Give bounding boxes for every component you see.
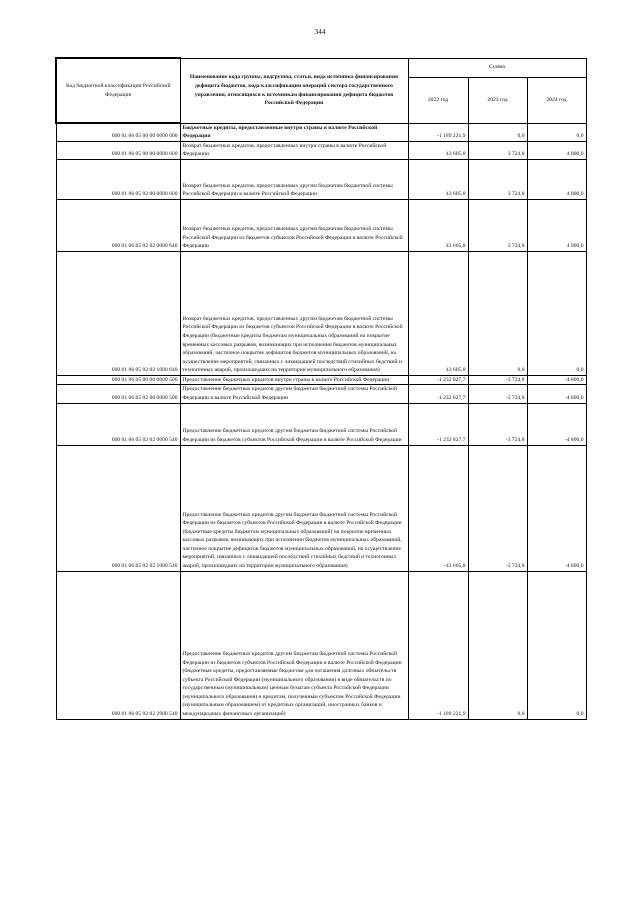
row-value-2022: 43 605,8 <box>408 199 468 251</box>
row-value-2024: 4 800,0 <box>527 141 586 159</box>
row-name: Предоставление бюджетных кредитов внутри страны в валюте Российской Федерации <box>180 375 408 385</box>
row-value-2023: -3 724,8 <box>468 375 527 385</box>
header-sum-column: Сумма <box>408 58 586 77</box>
row-value-2024: 0,0 <box>527 251 586 375</box>
row-value-2022: -1 189 221,9 <box>408 571 468 719</box>
table-row <box>56 159 586 199</box>
row-code: 000 01 06 05 02 02 0000 640 <box>56 199 180 251</box>
row-name: Возврат бюджетных кредитов, предоставленных внутри страны в валюте Российской Федерации <box>180 141 408 159</box>
table-row <box>56 251 586 375</box>
row-name: Предоставление бюджетных кредитов другим бюджетам бюджетной системы Российской Федерации в валюте Российской Федерации <box>180 385 408 403</box>
row-value-2022: -1 232 827,7 <box>408 385 468 403</box>
row-value-2022: -43 605,8 <box>408 445 468 571</box>
table-row <box>56 199 586 251</box>
table-row <box>56 385 586 403</box>
row-value-2023: 0,0 <box>468 571 527 719</box>
row-value-2024: -4 800,0 <box>527 403 586 445</box>
row-code: 000 01 06 05 00 00 0000 000 <box>56 123 180 141</box>
header-code-column: Код бюджетной классификации Российской Федерации <box>56 58 180 123</box>
row-value-2022: -1 232 827,7 <box>408 375 468 385</box>
table-row <box>56 123 586 141</box>
row-value-2023: -3 724,8 <box>468 385 527 403</box>
row-code: 000 01 06 05 00 00 0000 600 <box>56 141 180 159</box>
row-code: 000 01 06 05 00 00 0000 500 <box>56 375 180 385</box>
row-value-2023: 0,0 <box>468 123 527 141</box>
header-year-2023: 2023 год <box>468 77 527 123</box>
header-name-column: Наименование кода группы, подгруппы, статьи, вида источника финансирования дефицита бюджетов, кода классификации операций сектора государственного управления, относящихся к источникам финансирования дефицита бюджетов Российской Федерации <box>180 58 408 123</box>
row-value-2022: -1 189 221,9 <box>408 123 468 141</box>
row-name: Возврат бюджетных кредитов, предоставленных другим бюджетам бюджетной системы Российской Федерации из бюджетов субъектов Российской Федерации в валюте Российской Федерации (бюджетные кредиты бюджетам муниципальных образований на покрытие временных кассовых разрывов, возникающих при исполнении бюджетов муниципальных образований, частичное покрытие дефицитов бюджетов муниципальных образований, на осуществление мероприятий, связанных с ликвидацией последствий стихийных бедствий и техногенных аварий, произошедших на территории муниципального образования) <box>180 251 408 375</box>
row-value-2022: 43 605,8 <box>408 159 468 199</box>
row-value-2024: -4 800,0 <box>527 445 586 571</box>
table-row <box>56 141 586 159</box>
row-name: Возврат бюджетных кредитов, предоставленных другим бюджетам бюджетной системы Российской Федерации в валюте Российской Федерации <box>180 159 408 199</box>
table-row <box>56 445 586 571</box>
row-value-2023: 0,0 <box>468 251 527 375</box>
row-value-2023: 3 724,8 <box>468 141 527 159</box>
budget-sources-table <box>55 57 587 720</box>
row-name: Предоставление бюджетных кредитов другим бюджетам бюджетной системы Российской Федерации из бюджетов субъектов Российской Федерации в валюте Российской Федерации (бюджетные кредиты, предоставляемые бюджетам для погашения долговых обязательств субъекта Российской Федерации (муниципального образования) в виде обязательств по государственным (муниципальным) ценным бумагам субъекта Российской Федерации (муниципального образования) и кредитам, полученным субъектом Российской Федерации (муниципальным образованием) от кредитных организаций, иностранных банков и международных финансовых организаций) <box>180 571 408 719</box>
row-value-2022: 43 605,8 <box>408 251 468 375</box>
row-value-2024: 0,0 <box>527 123 586 141</box>
row-value-2024: 0,0 <box>527 571 586 719</box>
table-row <box>56 571 586 719</box>
row-code: 000 01 06 05 02 00 0000 600 <box>56 159 180 199</box>
header-year-2022: 2022 год <box>408 77 468 123</box>
page-number: 344 <box>314 27 326 36</box>
header-year-2024: 2024 год <box>527 77 586 123</box>
row-code: 000 01 06 05 02 00 0000 500 <box>56 385 180 403</box>
row-value-2023: -3 724,8 <box>468 403 527 445</box>
row-value-2024: -4 800,0 <box>527 375 586 385</box>
row-value-2023: -3 724,8 <box>468 445 527 571</box>
row-code: 000 01 06 05 02 02 1000 640 <box>56 251 180 375</box>
row-name: Предоставление бюджетных кредитов другим бюджетам бюджетной системы Российской Федерации из бюджетов субъектов Российской Федерации в валюте Российской Федерации <box>180 403 408 445</box>
row-value-2023: 3 724,8 <box>468 199 527 251</box>
row-value-2022: -1 232 827,7 <box>408 403 468 445</box>
row-code: 000 01 06 05 02 02 1000 540 <box>56 445 180 571</box>
row-value-2024: 4 800,0 <box>527 199 586 251</box>
table-row <box>56 375 586 385</box>
row-value-2022: 43 605,8 <box>408 141 468 159</box>
row-value-2024: -4 800,0 <box>527 385 586 403</box>
row-value-2023: 3 724,8 <box>468 159 527 199</box>
table-row <box>56 403 586 445</box>
row-code: 000 01 06 05 02 02 0000 540 <box>56 403 180 445</box>
row-value-2024: 4 800,0 <box>527 159 586 199</box>
row-name: Бюджетные кредиты, предоставленные внутри страны в валюте Российской Федерации <box>180 123 408 141</box>
row-code: 000 01 06 05 02 02 2900 540 <box>56 571 180 719</box>
row-name: Предоставление бюджетных кредитов другим бюджетам бюджетной системы Российской Федерации из бюджетов субъектов Российской Федерации в валюте Российской Федерации (бюджетные кредиты бюджетам муниципальных образований) на покрытие временных кассовых разрывов, возникающих при исполнении бюджетов муниципальных образований, частичное покрытие дефицитов бюджетов муниципальных образований, на осуществление мероприятий, связанных с ликвидацией последствий стихийных бедствий и техногенных аварий, произошедших на территории муниципального образования) <box>180 445 408 571</box>
row-name: Возврат бюджетных кредитов, предоставленных другим бюджетам бюджетной системы Российской Федерации из бюджетов субъектов Российской Федерации в валюте Российской Федерации <box>180 199 408 251</box>
